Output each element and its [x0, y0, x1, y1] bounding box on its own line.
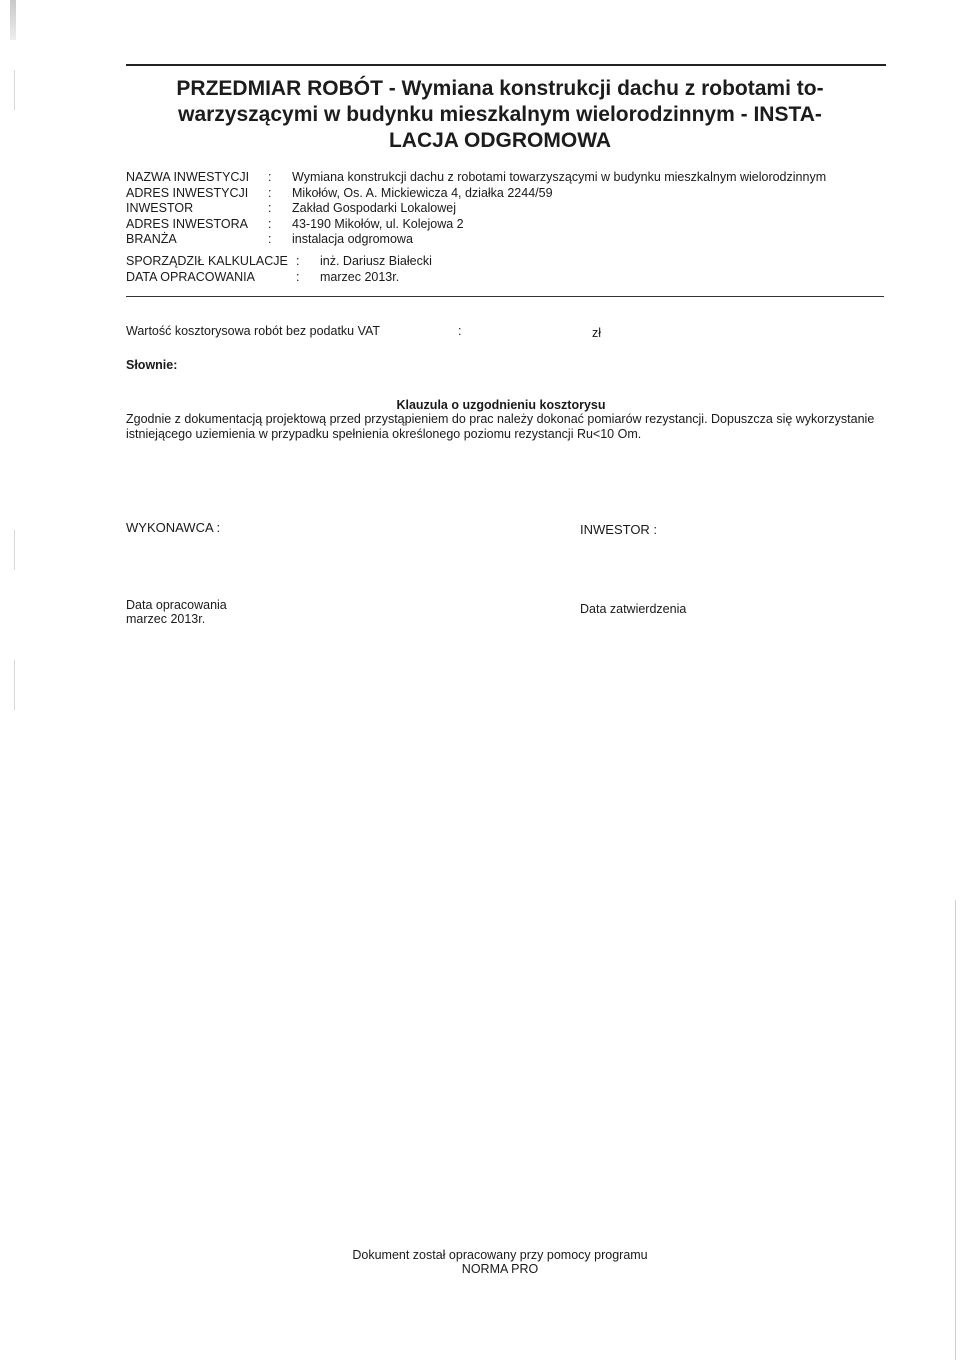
- clause-text: [126, 412, 886, 442]
- calc-colon: :: [296, 254, 300, 268]
- info-value: 43-190 Mikołów, ul. Kolejowa 2: [292, 216, 464, 231]
- info-row-investment-address: [126, 186, 826, 202]
- info-colon: :: [268, 216, 272, 231]
- cost-label: Wartość kosztorysowa robót bez podatku VAT: [126, 324, 381, 338]
- calculation-info-table: [126, 254, 432, 285]
- info-value: instalacja odgromowa: [292, 232, 413, 246]
- info-row-investor: [126, 201, 826, 217]
- top-rule: [126, 64, 886, 66]
- footer-line: Dokument został opracowany przy pomocy programu: [352, 1248, 648, 1262]
- info-colon: :: [268, 201, 272, 215]
- info-colon: :: [268, 170, 272, 184]
- title-line: LACJA ODGROMOWA: [388, 129, 612, 152]
- calc-row-prepared-date: [126, 270, 432, 286]
- info-row-investor-address: [126, 217, 826, 233]
- footer-note: [300, 1248, 700, 1276]
- middle-rule: [126, 296, 884, 297]
- title-line: PRZEDMIAR ROBÓT - Wymiana konstrukcji dachu z robotami to-: [176, 77, 824, 100]
- calc-value: marzec 2013r.: [320, 269, 400, 284]
- cost-currency: zł: [592, 326, 602, 340]
- footer-program-name: NORMA PRO: [461, 1262, 539, 1276]
- info-label: ADRES INWESTORA: [126, 216, 249, 231]
- in-words-label: Słownie:: [126, 358, 178, 372]
- info-colon: :: [268, 232, 272, 246]
- investor-signature-label: INWESTOR :: [580, 522, 658, 537]
- info-label: BRANŻA: [126, 232, 177, 246]
- info-label: INWESTOR: [126, 201, 194, 215]
- info-colon: :: [268, 185, 272, 200]
- scan-right-edge: [955, 900, 956, 1360]
- scan-edge-artifact: [10, 0, 16, 40]
- info-row-investment-name: [126, 170, 826, 186]
- info-value: Mikołów, Os. A. Mickiewicza 4, działka 2244/59: [292, 185, 553, 200]
- clause-title: Klauzula o uzgodnieniu kosztorysu: [396, 398, 606, 412]
- calc-label: SPORZĄDZIŁ KALKULACJE: [126, 254, 288, 268]
- title-line: warzyszącymi w budynku mieszkalnym wielorodzinnym - INSTA-: [178, 103, 822, 126]
- clause-line: Zgodnie z dokumentacją projektową przed przystąpieniem do prac należy dokonać pomiarów rezystancji. Dopuszcza się wykorzystanie: [126, 412, 875, 426]
- calc-value: inż. Dariusz Białecki: [320, 254, 432, 268]
- cost-value-line: [126, 324, 886, 342]
- info-row-branch: [126, 232, 826, 248]
- info-label: NAZWA INWESTYCJI: [126, 170, 250, 184]
- clause-line: istniejącego uziemienia w przypadku spełnienia określonego poziomu rezystancji Ru<10 Om.: [126, 427, 642, 441]
- investment-info-table: [126, 170, 826, 248]
- document-title: [140, 76, 860, 154]
- calc-colon: :: [296, 269, 300, 284]
- scan-mark: [14, 660, 15, 710]
- cost-colon: :: [458, 324, 462, 338]
- scan-mark: [14, 70, 15, 110]
- info-value: Zakład Gospodarki Lokalowej: [292, 201, 456, 215]
- contractor-signature-label: WYKONAWCA :: [126, 520, 221, 535]
- prepared-date-value: marzec 2013r.: [126, 612, 206, 626]
- scan-mark: [14, 530, 15, 570]
- prepared-date-label: Data opracowania: [126, 598, 227, 612]
- prepared-date-block: [126, 598, 227, 626]
- calc-label: DATA OPRACOWANIA: [126, 269, 255, 284]
- approval-date-label: Data zatwierdzenia: [580, 602, 687, 616]
- info-value: Wymiana konstrukcji dachu z robotami towarzyszącymi w budynku mieszkalnym wielorodzinnym: [292, 170, 827, 184]
- calc-row-prepared-by: [126, 254, 432, 270]
- info-label: ADRES INWESTYCJI: [126, 185, 249, 200]
